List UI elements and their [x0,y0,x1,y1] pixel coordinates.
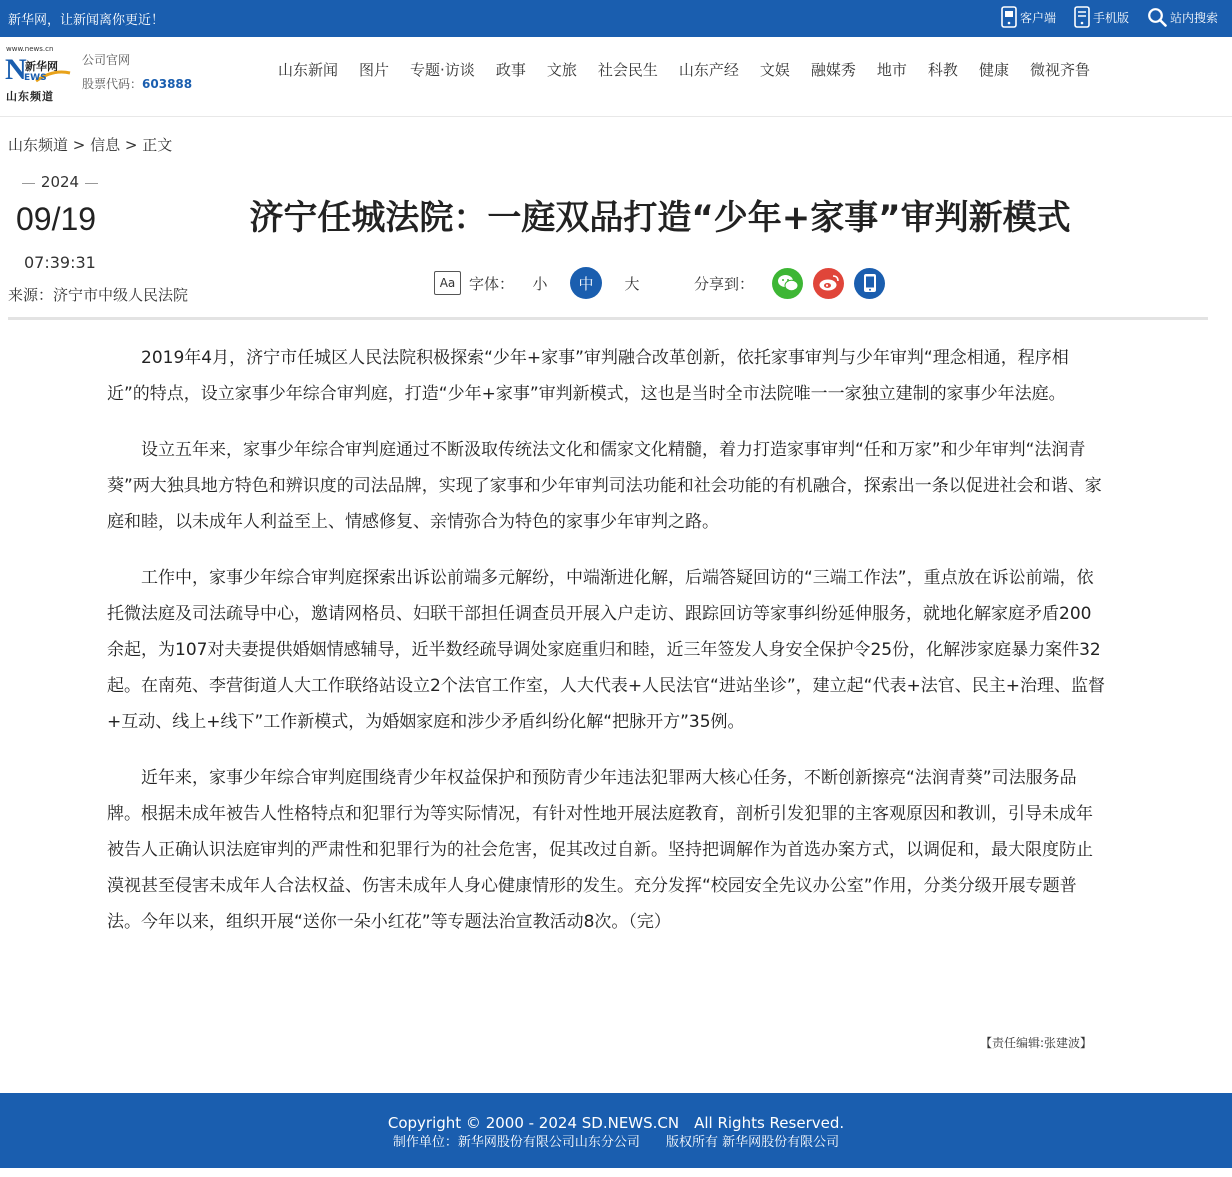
article-paragraph: 设立五年来，家事少年综合审判庭通过不断汲取传统法文化和儒家文化精髓，着力打造家事审判“任和万家”和少年审判“法润青葵”两大独具地方特色和辨识度的司法品牌，实现了家事和少年审判司法功能和社会功能的有机融合，探索出一条以促进社会和谐、家庭和睦，以未成年人利益至上、情感修复、亲情弥合为特色的家事少年审判之路。 [107,440,1102,532]
nav-item[interactable]: 图片 [359,61,390,79]
nav-item[interactable]: 融媒秀 [810,61,856,79]
nav-item[interactable]: 文娱 [759,61,790,79]
footer-copyright: Copyright © 2000 - 2024 SD.NEWS.CN All Rights Reserved. [387,1114,845,1132]
publish-date: 09/19 [16,201,97,237]
font-size-label: 字体： [469,274,515,293]
nav-item[interactable]: 政事 [495,61,526,79]
wechat-icon [777,274,799,292]
breadcrumb-item[interactable]: 信息 [90,136,121,154]
share-wechat-button[interactable] [772,268,803,299]
logo-brand: 新华网 [25,60,58,73]
breadcrumb-item[interactable]: 山东频道 [8,136,69,154]
article-paragraph: 2019年4月，济宁市任城区人民法院积极探索“少年+家事”审判融合改革创新，依托家事审判与少年审判“理念相通，程序相近”的特点，设立家事少年综合审判庭，打造“少年+家事”审判新模式，这也是当时全市法院唯一一家独立建制的家事少年法庭。 [107,348,1069,404]
logo-ews: EWS [24,73,47,83]
nav-item[interactable]: 地市 [876,61,907,79]
article-paragraph: 近年来，家事少年综合审判庭围绕青少年权益保护和预防青少年违法犯罪两大核心任务，不断创新擦亮“法润青葵”司法服务品牌。根据未成年被告人性格特点和犯罪行为等实际情况，有针对性地开展法庭教育，剖析引发犯罪的主客观原因和教训，引导未成年被告人正确认识法庭审判的严肃性和犯罪行为的社会危害，促其改过自新。坚持把调解作为首选办案方式，以调促和，最大限度防止漠视甚至侵害未成年人合法权益、伤害未成年人身心健康情形的发生。充分发挥“校园安全先议办公室”作用，分类分级开展专题普法。今年以来，组织开展“送你一朵小红花”等专题法治宣教活动8次。（完） [107,768,1093,932]
nav-item[interactable]: 社会民生 [597,61,658,79]
share-mobile-button[interactable] [854,268,885,299]
footer-rights: 版权所有 新华网股份有限公司 [665,1135,840,1150]
nav-item[interactable]: 山东新闻 [278,61,339,79]
logo-url: www.news.cn [6,45,54,53]
nav-item[interactable]: 健康 [978,61,1009,79]
breadcrumb-separator: > [120,136,143,154]
main-nav [278,59,1111,80]
breadcrumb-separator: > [68,136,91,154]
stock-code [82,75,192,92]
article-tools [434,266,885,300]
weibo-icon [818,274,840,292]
site-footer [0,1093,1232,1168]
mobile-version-link[interactable] [1074,6,1129,28]
nav-item[interactable]: 科教 [927,61,958,79]
breadcrumb-current: 正文 [142,136,173,154]
client-app-link[interactable] [1001,6,1056,28]
article-title: 济宁任城法院：一庭双品打造“少年+家事”审判新模式 [249,198,1071,238]
stock-number: 603888 [142,77,193,91]
nav-item[interactable]: 文旅 [546,61,577,79]
nav-item[interactable]: 专题·访谈 [410,61,475,79]
title-divider [8,317,1208,320]
share-label: 分享到： [694,274,755,293]
footer-producer: 制作单位：新华网股份有限公司山东分公司 [392,1135,640,1150]
mobile-icon [1074,6,1090,28]
mobile-icon [863,273,877,293]
stock-label: 股票代码： [82,77,143,91]
site-search-label: 站内搜索 [1169,10,1218,25]
site-search-link[interactable] [1147,7,1218,27]
publish-year: 2024 [22,173,98,191]
mobile-version-label: 手机版 [1092,10,1129,25]
site-logo[interactable] [5,45,71,105]
logo-n-mark: N [5,53,27,86]
top-bar [0,0,1232,37]
responsible-editor: 【责任编辑:张建波】 [979,1036,1092,1050]
company-site-link[interactable]: 公司官网 [82,53,131,67]
font-size-icon: Aa [434,271,461,295]
article-paragraph: 工作中，家事少年综合审判庭探索出诉讼前端多元解纷，中端渐进化解，后端答疑回访的“三端工作法”，重点放在诉讼前端，依托微法庭及司法疏导中心，邀请网格员、妇联干部担任调查员开展入户走访、跟踪回访等家事纠纷延伸服务，就地化解家庭矛盾200余起，为107对夫妻提供婚姻情感辅导，近半数经疏导调处家庭重归和睦，近三年签发人身安全保护令25份，化解涉家庭暴力案件32起。在南苑、李营街道人大工作联络站设立2个法官工作室，人大代表+人民法官“进站坐诊”，建立起“代表+法官、民主+治理、监督+互动、线上+线下”工作新模式，为婚姻家庭和涉少矛盾纠纷化解“把脉开方”35例。 [107,568,1105,732]
logo-channel: 山东频道 [6,90,54,103]
font-size-small-button[interactable]: 小 [532,274,548,293]
nav-item[interactable]: 山东产经 [678,61,739,79]
publish-time: 07:39:31 [24,253,96,272]
client-app-label: 客户端 [1019,10,1056,25]
nav-item[interactable]: 微视齐鲁 [1029,61,1090,79]
article-body [107,340,1107,960]
share-weibo-button[interactable] [813,268,844,299]
footer-info [0,1131,1232,1150]
slogan: 新华网，让新闻离你更近！ [8,13,165,28]
search-icon [1147,7,1167,27]
site-header [0,37,1232,117]
top-links [983,6,1218,28]
font-size-medium-button[interactable]: 中 [570,267,602,299]
phone-app-icon [1001,6,1017,28]
breadcrumb [8,134,172,155]
article-source: 来源：济宁市中级人民法院 [8,286,189,304]
font-size-large-button[interactable]: 大 [624,274,640,293]
